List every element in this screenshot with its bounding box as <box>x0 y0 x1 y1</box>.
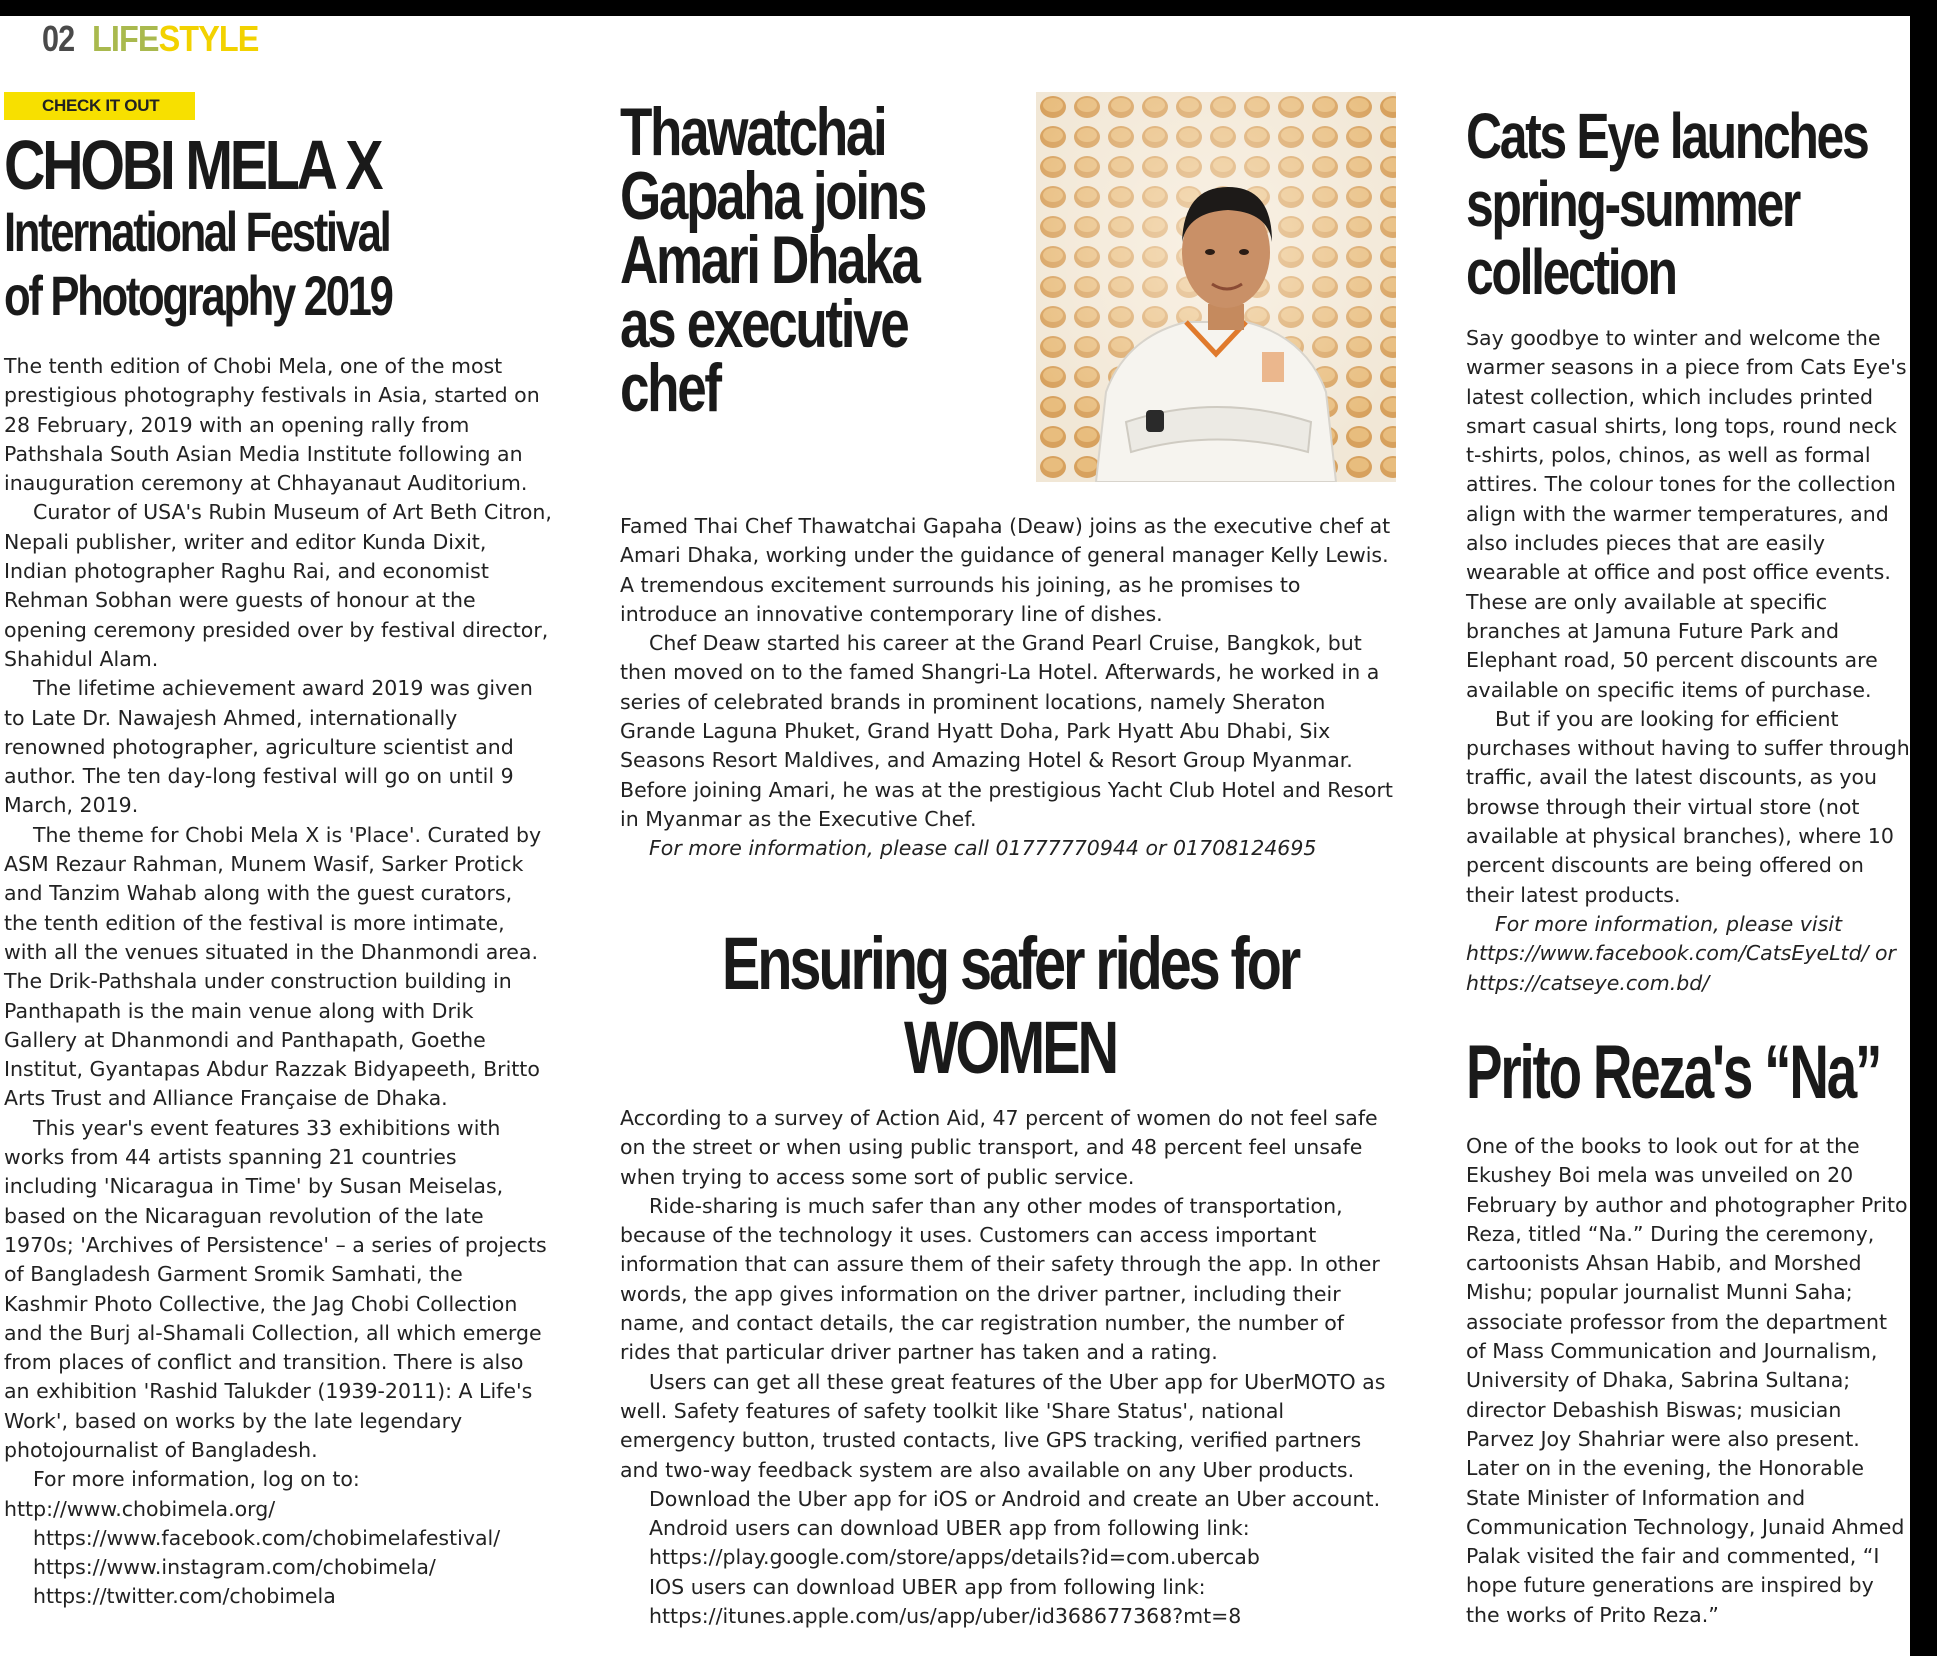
chobi-paragraph: For more information, log on to: <box>33 1467 360 1492</box>
chobi-paragraph: This year's event features 33 exhibitions with works from 44 artists spanning 21 countries including 'Nicaragua in Time' by Susan Meiselas, based on the Nicaraguan revolution of the late 1970s; 'Archives of Persistence' – a series of projects of Bangladesh Garment Sromik Samhati, the Kashmir Photo Collective, the Jag Chobi Collection and the Burj al-Shamali Collection, all which emerge from places of conflict and transition. There is also an exhibition 'Rashid Talukder (1939-2011): A Life's Work', based on works by the late legendary photojournalist of Bangladesh. <box>4 1115 547 1462</box>
cats-eye-info-line: For more information, please visit <box>1495 911 1842 936</box>
uber-ios-link[interactable]: https://itunes.apple.com/us/app/uber/id368677368?mt=8 <box>649 1604 1242 1629</box>
chobi-mela-body <box>4 352 552 1612</box>
uber-paragraph: Ride-sharing is much safer than any other modes of transportation, because of the technology it uses. Customers can access important information that can assure them of their safety through the app. In other words, the app gives information on the driver partner, including their name, and contact details, the car registration number, the number of rides that particular driver partner has taken and a rating. <box>620 1193 1380 1365</box>
cats-eye-body <box>1466 324 1910 998</box>
chobi-headline-line1: CHOBI MELA X <box>4 126 381 204</box>
uber-paragraph: According to a survey of Action Aid, 47 percent of women do not feel safe on the street or when using public transport, and 48 percent feel unsafe when trying to access some sort of public service. <box>620 1106 1378 1189</box>
chobi-paragraph: Curator of USA's Rubin Museum of Art Beth Citron, Nepali publisher, writer and editor Kunda Dixit, Indian photographer Raghu Rai, and economist Rehman Sobhan were guests of honour at the opening ceremony presided over by festival director, Shahidul Alam. <box>4 500 552 671</box>
uber-paragraph: Users can get all these great features of the Uber app for UberMOTO as well. Safety features of safety toolkit like 'Share Status', national emergency button, trusted contacts, live GPS tracking, verified partners and two-way feedback system are also available on any Uber products. <box>620 1369 1386 1482</box>
chobi-link-website[interactable]: http://www.chobimela.org/ <box>4 1496 276 1521</box>
uber-article <box>620 922 1400 1631</box>
amari-headline-line: Gapaha joins <box>620 158 925 234</box>
uber-ios-text: IOS users can download UBER app from following link: <box>649 1574 1206 1599</box>
uber-headline <box>620 922 1400 1090</box>
chobi-paragraph: The lifetime achievement award 2019 was given to Late Dr. Nawajesh Ahmed, internationally renowned photographer, agriculture scientist and author. The ten day-long festival will go on until 9 March, 2019. <box>4 676 533 818</box>
uber-paragraph: Download the Uber app for iOS or Android and create an Uber account. <box>649 1486 1381 1511</box>
amari-paragraph: Famed Thai Chef Thawatchai Gapaha (Deaw) joins as the executive chef at Amari Dhaka, working under the guidance of general manager Kelly Lewis. A tremendous excitement surrounds his joining, as he promises to introduce an innovative contemporary line of dishes. <box>620 514 1391 626</box>
chobi-mela-article <box>4 92 552 1612</box>
amari-paragraph: Chef Deaw started his career at the Grand Pearl Cruise, Bangkok, but then moved on to the famed Shangri-La Hotel. Afterwards, he worked in a series of celebrated brands in prominent locations, namely Sheraton Grande Laguna Phuket, Grand Hyatt Doha, Park Hyatt Abu Dhabi, Six Seasons Resort Maldives, and Amazing Hotel & Resort Group Myanmar. Before joining Amari, he was at the prestigious Yacht Club Hotel and Resort in Myanmar as the Executive Chef. <box>620 631 1393 831</box>
section-name-life: LIFE <box>92 18 159 59</box>
prito-reza-body <box>1466 1132 1910 1630</box>
cats-eye-link-facebook[interactable]: https://www.facebook.com/CatsEyeLtd/ or <box>1466 941 1896 966</box>
amari-contact: For more information, please call 01777770944 or 01708124695 <box>649 836 1317 861</box>
newspaper-page <box>0 16 1910 1656</box>
cats-eye-article <box>1466 92 1910 1627</box>
uber-headline-line1: Ensuring safer rides for <box>721 922 1299 1005</box>
chobi-mela-headline <box>4 126 562 204</box>
prito-reza-article <box>1466 1032 1910 1630</box>
right-border <box>1910 0 1937 1656</box>
chobi-link-facebook[interactable]: https://www.facebook.com/chobimelafestival/ <box>33 1525 501 1550</box>
chobi-paragraph: The tenth edition of Chobi Mela, one of the most prestigious photography festivals in Asia, started on 28 February, 2019 with an opening rally from Pathshala South Asian Media Institute following an inauguration ceremony at Chhayanaut Auditorium. <box>4 354 540 496</box>
cats-eye-link-website[interactable]: https://catseye.com.bd/ <box>1466 970 1710 995</box>
cats-eye-headline-line: collection <box>1466 236 1676 308</box>
amari-headline-line: chef <box>620 350 720 426</box>
chobi-paragraph: The theme for Chobi Mela X is 'Place'. Curated by ASM Rezaur Rahman, Munem Wasif, Sarker Protick and Tanzim Wahab along with the guest curators, the tenth edition of the festival is more intimate, with all the venues situated in the Dhanmondi area. The Drik-Pathshala under construction building in Panthapath is the main venue along with Drik Gallery at Dhanmondi and Panthapath, Goethe Institut, Gyantapas Abdur Razzak Bidyapeeth, Britto Arts Trust and Alliance Française de Dhaka. <box>4 822 542 1111</box>
section-name <box>92 18 259 60</box>
uber-headline-line2: WOMEN <box>903 1006 1117 1089</box>
chobi-headline-line3: of Photography 2019 <box>4 264 392 327</box>
cats-eye-headline-line: spring-summer <box>1466 168 1799 240</box>
amari-headline-line: Amari Dhaka <box>620 222 919 298</box>
cats-eye-paragraph: But if you are looking for efficient purchases without having to suffer through traffic, avail the latest discounts, as you browse through their virtual store (not available at physical branches), where 10 percent discounts are being offered on their latest products. <box>1466 706 1910 907</box>
cats-eye-headline <box>1466 102 1903 306</box>
chef-photo-illustration <box>1036 92 1396 482</box>
page-number: 02 <box>42 18 75 59</box>
cats-eye-paragraph: Say goodbye to winter and welcome the warmer seasons in a piece from Cats Eye's latest collection, which includes printed smart casual shirts, long tops, round neck t-shirts, polos, chinos, as well as formal attires. The colour tones for the collection align with the warmer temperatures, and also includes pieces that are easily wearable at office and post office events. These are only available at specific branches at Jamuna Future Park and Elephant road, 50 percent discounts are available on specific items of purchase. <box>1466 326 1907 702</box>
check-it-out-tag: CHECK IT OUT <box>4 92 195 120</box>
prito-reza-headline: Prito Reza's “Na” <box>1466 1030 1881 1115</box>
uber-android-text: Android users can download UBER app from following link: <box>649 1516 1250 1541</box>
amari-headline-line: Thawatchai <box>620 94 886 170</box>
cats-eye-headline-line: Cats Eye launches <box>1466 100 1868 172</box>
chobi-mela-subheadline <box>4 200 550 328</box>
amari-headline-line: as executive <box>620 286 908 362</box>
prito-reza-paragraph: One of the books to look out for at the Ekushey Boi mela was unveiled on 20 February by author and photographer Prito Reza, titled “Na.” During the ceremony, cartoonists Ahsan Habib, and Morshed Mishu; popular journalist Munni Saha; associate professor from the department of Mass Communication and Journalism, University of Dhaka, Sabrina Sultana; director Debashish Biswas; musician Parvez Joy Shahriar were also present. Later on in the evening, the Honorable State Minister of Information and Communication Technology, Junaid Ahmed Palak visited the fair and commented, “I hope future generations are inspired by the works of Prito Reza.” <box>1466 1134 1908 1627</box>
chef-photo <box>1036 92 1396 482</box>
chobi-link-twitter[interactable]: https://twitter.com/chobimela <box>33 1584 336 1609</box>
masthead <box>42 16 277 62</box>
uber-body <box>620 1104 1400 1631</box>
chobi-headline-line2: International Festival <box>4 200 390 263</box>
amari-body <box>620 512 1400 864</box>
section-name-style: STYLE <box>158 18 259 59</box>
chobi-link-instagram[interactable]: https://www.instagram.com/chobimela/ <box>33 1555 436 1580</box>
amari-headline <box>620 94 1026 426</box>
uber-android-link[interactable]: https://play.google.com/store/apps/details?id=com.ubercab <box>649 1545 1260 1570</box>
